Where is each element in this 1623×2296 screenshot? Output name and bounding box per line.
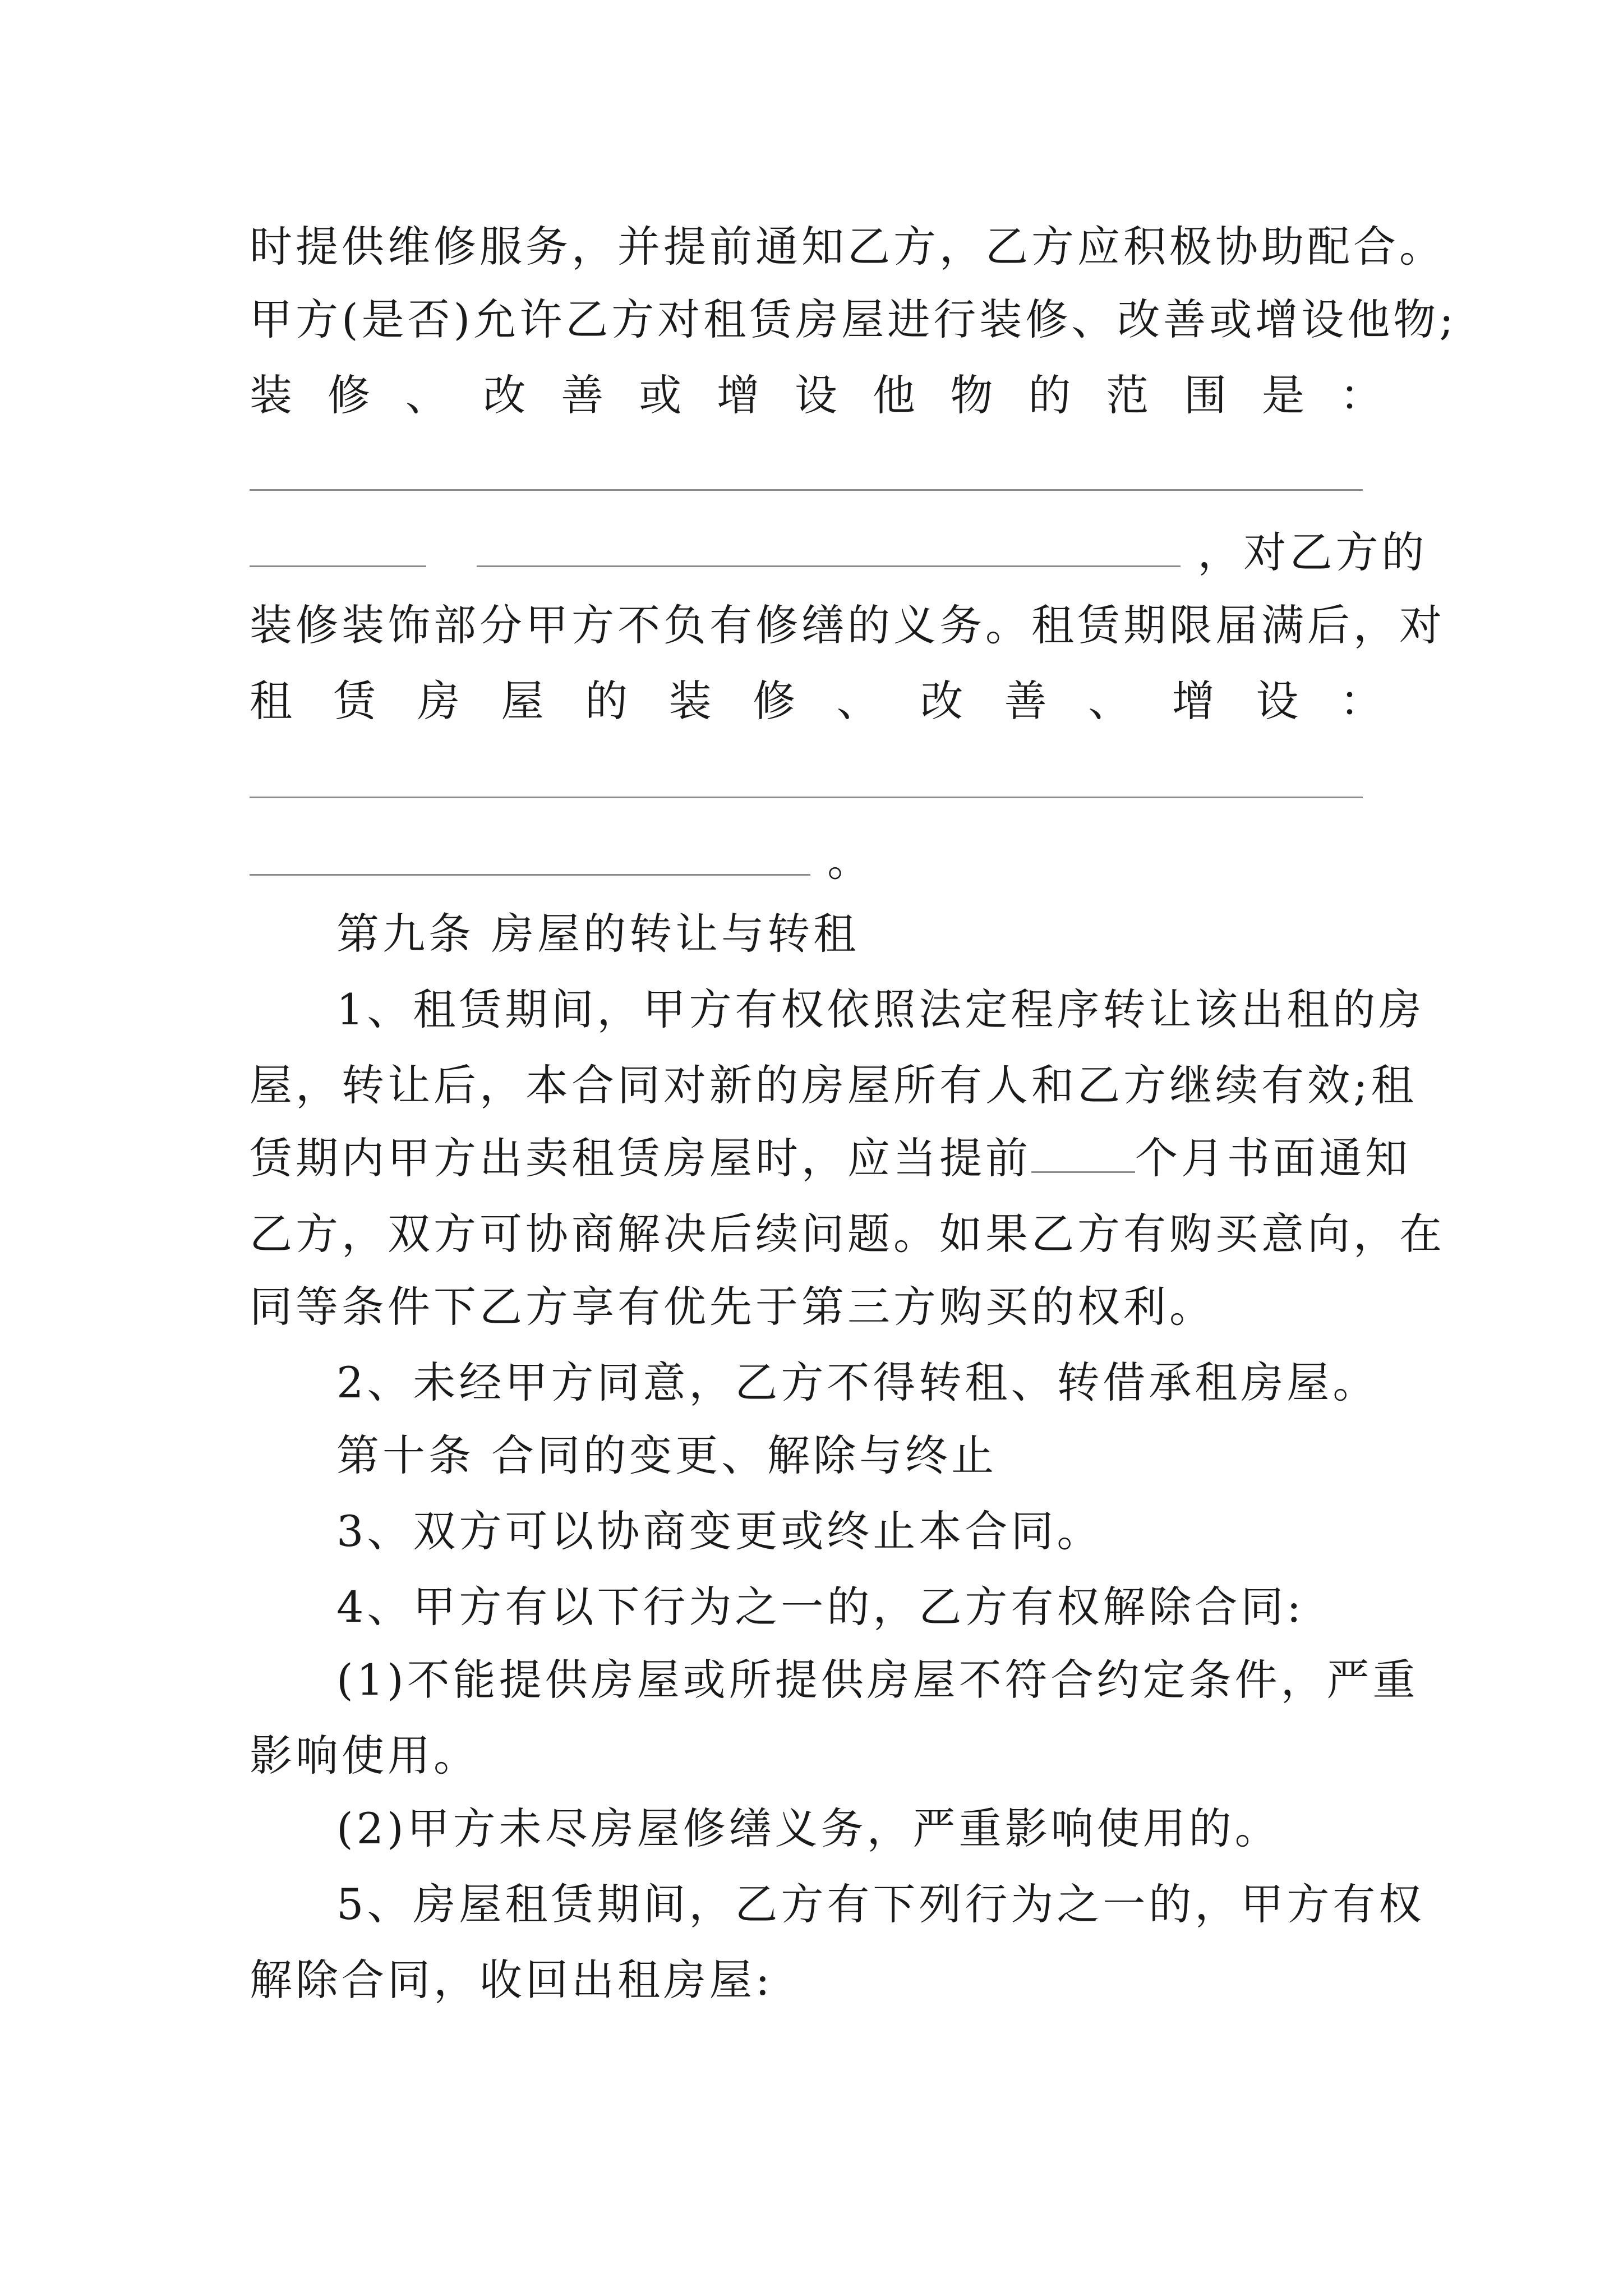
- text-line-with-blank: [250, 833, 873, 889]
- justified-char: 租: [250, 676, 292, 726]
- text-line: 时提供维修服务，并提前通知乙方，乙方应积极协助配合。: [250, 222, 1445, 272]
- justified-char: 屋: [501, 676, 544, 726]
- paragraph-line: 同等条件下乙方享有优先于第三方购买的权利。: [250, 1282, 1215, 1332]
- justified-char: 他: [872, 370, 915, 420]
- justified-char: 是: [1261, 370, 1304, 420]
- justified-char: 的: [1028, 370, 1071, 420]
- justified-char: ：: [1339, 370, 1382, 420]
- text-fragment: 。: [827, 836, 874, 886]
- justified-char: 、: [836, 676, 879, 726]
- justified-char: 修: [327, 370, 370, 420]
- paragraph-line: (1)不能提供房屋或所提供房屋不符合约定条件，严重: [336, 1655, 1419, 1705]
- article-9-title: 第九条 房屋的转让与转租: [336, 909, 860, 959]
- justified-line-scope: [250, 367, 1382, 424]
- paragraph-line: 2、未经甲方同意，乙方不得转租、转借承租房屋。: [336, 1358, 1379, 1407]
- text-fragment: ，对乙方的: [1197, 527, 1428, 577]
- text-line-with-blank: [250, 524, 1428, 581]
- justified-char: 善: [1004, 676, 1047, 726]
- justified-char: 的: [585, 676, 628, 726]
- text-fragment: 赁期内甲方出卖租赁房屋时，应当提前: [250, 1133, 1031, 1183]
- fill-in-blank-line: [250, 797, 1363, 798]
- paragraph-line: 3、双方可以协商变更或终止本合同。: [336, 1506, 1103, 1556]
- fill-in-blank: [250, 526, 426, 567]
- justified-char: 设: [794, 370, 837, 420]
- justified-char: 、: [1088, 676, 1131, 726]
- text-line: 装修装饰部分甲方不负有修缮的义务。租赁期限届满后，对: [250, 600, 1445, 650]
- text-fragment: 个月书面通知: [1135, 1133, 1411, 1183]
- paragraph-line-with-blank: [250, 1130, 1411, 1186]
- paragraph-line: 4、甲方有以下行为之一的，乙方有权解除合同:: [336, 1582, 1304, 1632]
- justified-char: 物: [950, 370, 993, 420]
- justified-char: 设: [1256, 676, 1299, 726]
- justified-char: 房: [417, 676, 460, 726]
- paragraph-line: 影响使用。: [250, 1731, 479, 1780]
- justified-char: 装: [250, 370, 292, 420]
- fill-in-blank-months: [1031, 1132, 1135, 1173]
- text-line: 甲方(是否)允许乙方对租赁房屋进行装修、改善或增设他物;: [250, 295, 1457, 344]
- justified-line-renovation: [250, 673, 1382, 729]
- justified-char: 改: [920, 676, 963, 726]
- paragraph-line: (2)甲方未尽房屋修缮义务，严重影响使用的。: [336, 1803, 1281, 1853]
- justified-char: 围: [1184, 370, 1227, 420]
- paragraph-line: 屋，转让后，本合同对新的房屋所有人和乙方继续有效;租: [250, 1060, 1417, 1110]
- justified-char: 善: [561, 370, 604, 420]
- paragraph-line: 1、租赁期间，甲方有权依照法定程序转让该出租的房: [336, 984, 1425, 1034]
- justified-char: 赁: [333, 676, 376, 726]
- paragraph-line: 5、房屋租赁期间，乙方有下列行为之一的，甲方有权: [336, 1879, 1425, 1929]
- justified-char: 装: [668, 676, 712, 726]
- justified-char: 、: [405, 370, 448, 420]
- fill-in-blank: [250, 835, 810, 876]
- paragraph-line: 乙方，双方可协商解决后续问题。如果乙方有购买意向，在: [250, 1209, 1445, 1259]
- justified-char: 范: [1106, 370, 1149, 420]
- justified-char: ：: [1339, 676, 1382, 726]
- justified-char: 或: [639, 370, 682, 420]
- justified-char: 增: [717, 370, 760, 420]
- article-10-title: 第十条 合同的变更、解除与终止: [336, 1430, 998, 1480]
- justified-char: 修: [753, 676, 796, 726]
- paragraph-line: 解除合同，收回出租房屋:: [250, 1955, 773, 2005]
- justified-char: 增: [1172, 676, 1215, 726]
- justified-char: 改: [483, 370, 526, 420]
- fill-in-blank-line: [250, 489, 1363, 491]
- fill-in-blank: [477, 526, 1181, 567]
